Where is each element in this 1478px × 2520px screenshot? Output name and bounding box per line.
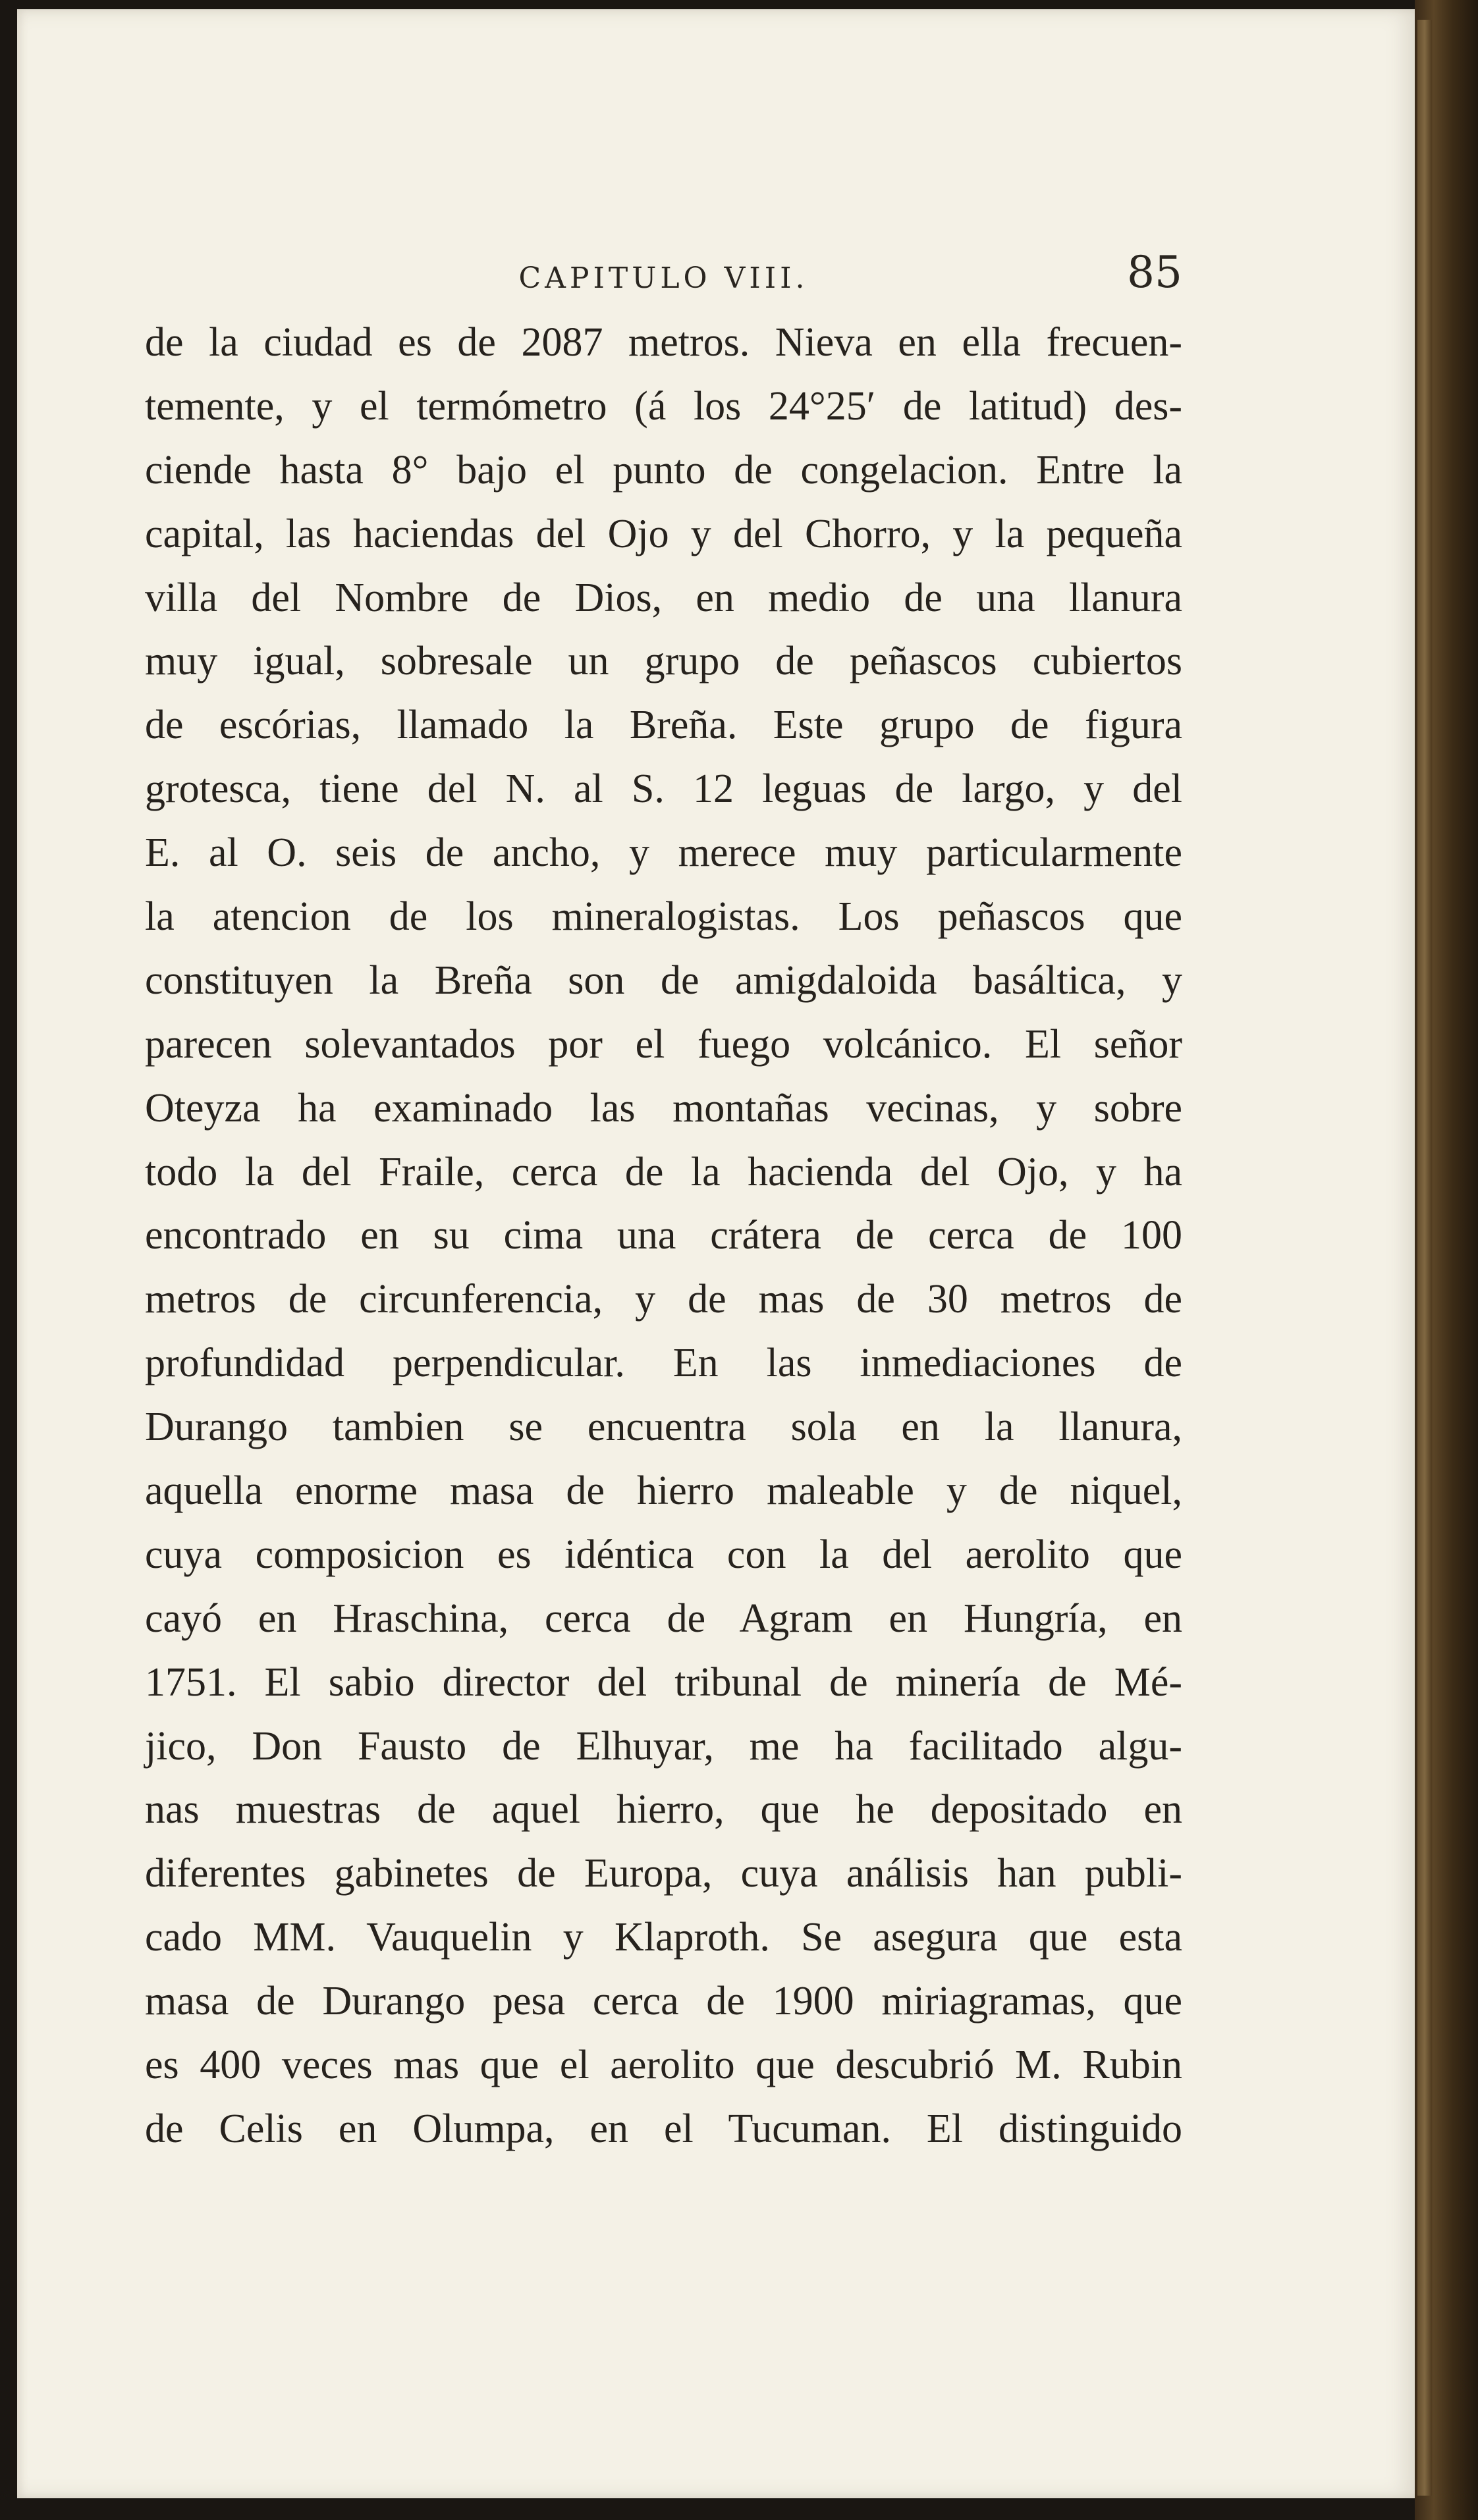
text-line: la atencion de los mineralogistas. Los peñascos que bbox=[145, 894, 1182, 940]
chapter-title: CAPITULO VIII. bbox=[518, 261, 809, 295]
running-head bbox=[145, 247, 1182, 319]
text-line: metros de circunferencia, y de mas de 30 metros de bbox=[145, 1277, 1182, 1322]
text-line: de escórias, llamado la Breña. Este grupo de figura bbox=[145, 703, 1182, 748]
text-line: E. al O. seis de ancho, y merece muy particularmente bbox=[145, 830, 1182, 876]
text-line: aquella enorme masa de hierro maleable y de niquel, bbox=[145, 1468, 1182, 1514]
text-line: de Celis en Olumpa, en el Tucuman. El distinguido bbox=[145, 2106, 1182, 2151]
text-line: cuya composicion es idéntica con la del aerolito que bbox=[145, 1532, 1182, 1577]
text-line: temente, y el termómetro (á los 24°25′ de latitud) des- bbox=[145, 383, 1182, 429]
page-number: 85 bbox=[1127, 247, 1182, 298]
text-line: Durango tambien se encuentra sola en la llanura, bbox=[145, 1405, 1182, 1450]
spine-edge bbox=[1417, 20, 1432, 2496]
text-line: encontrado en su cima una crátera de cerca de 100 bbox=[145, 1213, 1182, 1258]
text-line: de la ciudad es de 2087 metros. Nieva en ella frecuen- bbox=[145, 320, 1182, 365]
text-line: constituyen la Breña son de amigdaloida basáltica, y bbox=[145, 957, 1182, 1003]
text-line: profundidad perpendicular. En las inmediaciones de bbox=[145, 1341, 1182, 1386]
text-line: nas muestras de aquel hierro, que he depositado en bbox=[145, 1787, 1182, 1833]
text-line: todo la del Fraile, cerca de la hacienda del Ojo, y ha bbox=[145, 1149, 1182, 1194]
text-line: masa de Durango pesa cerca de 1900 miriagramas, que bbox=[145, 1979, 1182, 2024]
text-line: parecen solevantados por el fuego volcánico. El señor bbox=[145, 1021, 1182, 1067]
text-line: muy igual, sobresale un grupo de peñascos cubiertos bbox=[145, 639, 1182, 684]
text-line: cayó en Hraschina, cerca de Agram en Hungría, en bbox=[145, 1595, 1182, 1641]
text-line: 1751. El sabio director del tribunal de minería de Mé- bbox=[145, 1659, 1182, 1705]
text-line: villa del Nombre de Dios, en medio de una llanura bbox=[145, 575, 1182, 620]
text-line: capital, las haciendas del Ojo y del Chorro, y la pequeña bbox=[145, 511, 1182, 556]
text-line: cado MM. Vauquelin y Klaproth. Se asegura que esta bbox=[145, 1915, 1182, 1960]
text-line: grotesca, tiene del N. al S. 12 leguas de largo, y del bbox=[145, 766, 1182, 812]
text-line: es 400 veces mas que el aerolito que descubrió M. Rubin bbox=[145, 2043, 1182, 2088]
text-line: ciende hasta 8° bajo el punto de congelacion. Entre la bbox=[145, 447, 1182, 493]
text-line: jico, Don Fausto de Elhuyar, me ha facilitado algu- bbox=[145, 1723, 1182, 1769]
text-line: diferentes gabinetes de Europa, cuya análisis han publi- bbox=[145, 1851, 1182, 1896]
body-text bbox=[145, 311, 1182, 2161]
text-line: Oteyza ha examinado las montañas vecinas, y sobre bbox=[145, 1085, 1182, 1131]
